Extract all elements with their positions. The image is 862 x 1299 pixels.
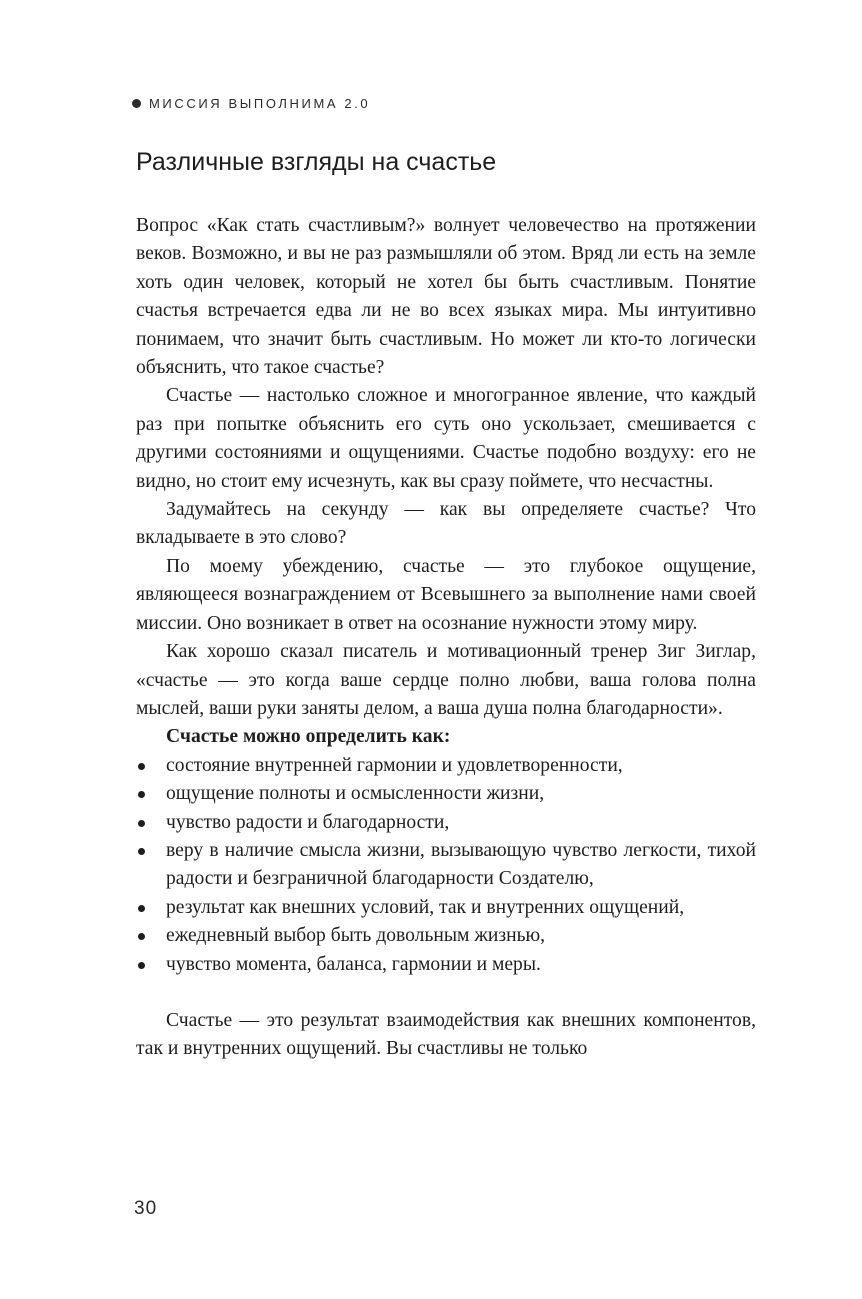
page-number: 30 xyxy=(134,1198,158,1219)
list-item: чувство радости и благодарности, xyxy=(136,809,756,837)
body-text xyxy=(136,212,756,1064)
section-title: Различные взгляды на счастье xyxy=(136,148,497,176)
bullet-icon xyxy=(138,962,145,969)
bullet-icon xyxy=(138,848,145,855)
list-item: состояние внутренней гармонии и удовлетворенности, xyxy=(136,752,756,780)
bullet-icon xyxy=(138,791,145,798)
definition-list xyxy=(136,752,756,979)
list-heading: Счастье можно определить как: xyxy=(166,726,451,748)
running-head xyxy=(132,96,370,111)
paragraph-3: Задумайтесь на секунду — как вы определяете счастье? Что вкладываете в это слово? xyxy=(136,499,756,549)
bullet-icon xyxy=(138,820,145,827)
bullet-icon xyxy=(138,905,145,912)
paragraph-2: Счастье — настолько сложное и многогранное явление, что каждый раз при попытке объяснить его суть оно ускользает, смешивается с другими состояниями и ощущениями. Счастье подобно воздуху: его не видно, но стоит ему исчезнуть, как вы сразу поймете, что несчастны. xyxy=(136,385,756,492)
list-item: результат как внешних условий, так и внутренних ощущений, xyxy=(136,894,756,922)
list-item: чувство момента, баланса, гармонии и меры. xyxy=(136,951,756,979)
final-paragraph: Счастье — это результат взаимодействия как внешних компонентов, так и внутренних ощущений. Вы счастливы не только xyxy=(136,1009,756,1060)
list-item: веру в наличие смысла жизни, вызывающую чувство легкости, тихой радости и безграничной благодарности Создателю, xyxy=(136,837,756,894)
paragraph-1: Вопрос «Как стать счастливым?» волнует человечество на протяжении веков. Возможно, и вы не раз размышляли об этом. Вряд ли есть на земле хоть один человек, который не хотел бы быть счастливым. Понятие счастья встречается едва ли не во всех языках мира. Мы интуитивно понимаем, что значит быть счастливым. Но может ли кто-то логически объяснить, что такое счастье? xyxy=(136,215,756,379)
bullet-icon xyxy=(138,933,145,940)
paragraph-5: Как хорошо сказал писатель и мотивационный тренер Зиг Зиглар, «счастье — это когда ваше сердце полно любви, ваша голова полна мыслей, ваши руки заняты делом, а ваша душа полна благодарности». xyxy=(136,641,756,719)
list-item: ежедневный выбор быть довольным жизнью, xyxy=(136,922,756,950)
running-head-title: МИССИЯ ВЫПОЛНИМА 2.0 xyxy=(149,96,371,111)
running-head-bullet-icon xyxy=(132,99,141,108)
bullet-icon xyxy=(138,763,145,770)
list-item: ощущение полноты и осмысленности жизни, xyxy=(136,780,756,808)
paragraph-4: По моему убеждению, счастье — это глубокое ощущение, являющееся вознаграждением от Всевышнего за выполнение нами своей миссии. Оно возникает в ответ на осознание нужности этому миру. xyxy=(136,555,756,634)
